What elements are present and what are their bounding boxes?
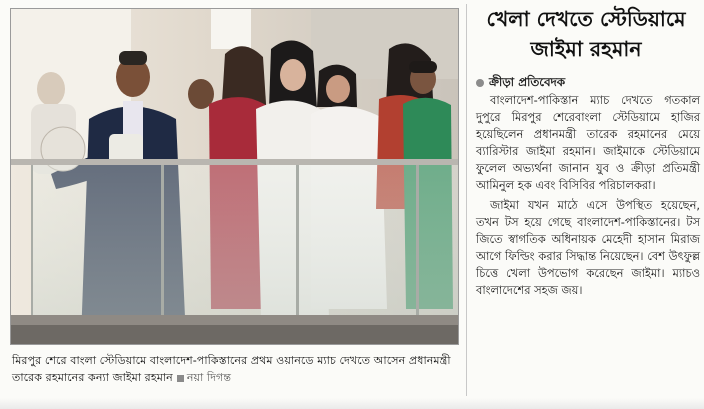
- caption-text: মিরপুর শেরে বাংলা স্টেডিয়ামে বাংলাদেশ-পাকিস্তানের প্রথম ওয়ানডে ম্যাচ দেখতে আসেন প্রধানমন্ত্রী তারেক রহমানের কন্যা জাইমা রহমান: [12, 354, 451, 384]
- square-bullet-icon: [177, 375, 184, 382]
- photo-caption: [12, 352, 464, 386]
- article-paragraph: জাইমা যখন মাঠে এসে উপস্থিত হয়েছেন, তখন টস হয়ে গেছে বাংলাদেশ-পাকিস্তানের। টস জিতে স্বাগতিক অধিনায়ক মেহেদী হাসান মিরাজ আগে ফিল্ডিং করার সিদ্ধান্ত নিয়েছেন। বেশ উৎফুল্ল চিত্তে খেলা উপভোগ করেছেন জাইমা। ম্যাচও বাংলাদেশের সহজ জয়।: [476, 197, 700, 298]
- byline-text: ক্রীড়া প্রতিবেদক: [489, 75, 565, 89]
- page-bottom-edge: [0, 398, 704, 409]
- article-paragraph: বাংলাদেশ-পাকিস্তান ম্যাচ দেখতে গতকাল দুপুরে মিরপুর শেরেবাংলা স্টেডিয়ামে হাজির হয়েছিলেন প্রধানমন্ত্রী তারেক রহমানের মেয়ে ব্যারিস্টার জাইমা রহমান। জাইমাকে স্টেডিয়ামে ফুলেল অভ্যর্থনা জানান যুব ও ক্রীড়া প্রতিমন্ত্রী আমিনুল হক এবং বিসিবির পরিচালকরা।: [476, 93, 700, 193]
- article-body: [476, 92, 700, 301]
- column-divider: [466, 4, 467, 396]
- circle-bullet-icon: [476, 79, 484, 87]
- article-headline: খেলা দেখতে স্টেডিয়ামে জাইমা রহমান: [486, 7, 686, 61]
- article-byline: [476, 73, 700, 93]
- photo-credit: নয়া দিগন্ত: [186, 371, 232, 384]
- stadium-balcony-image: [11, 9, 459, 345]
- news-photo: [10, 8, 459, 345]
